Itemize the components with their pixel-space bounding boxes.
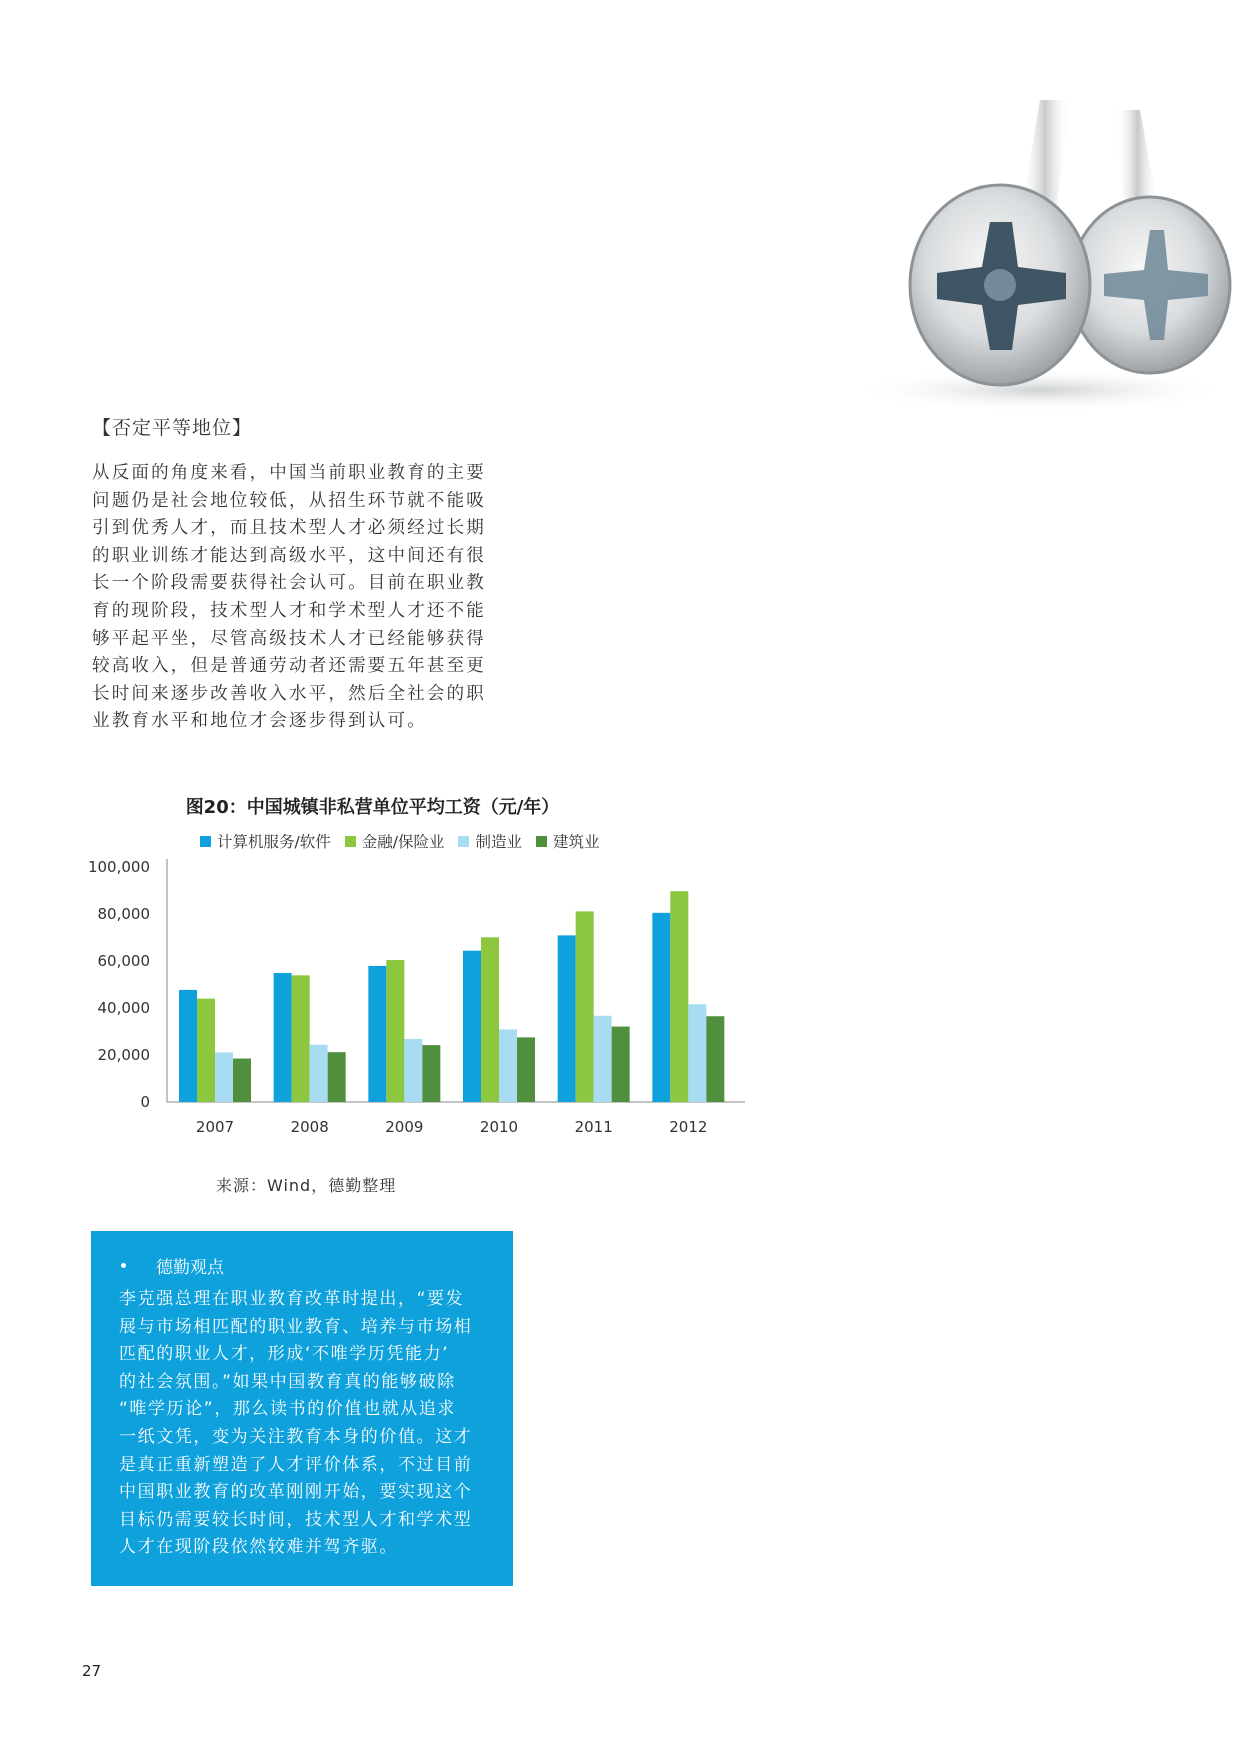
viewpoint-title: 德勤观点 xyxy=(156,1258,224,1278)
bullet-icon xyxy=(121,1263,126,1268)
x-tick-label: 2009 xyxy=(385,1118,424,1136)
legend-item xyxy=(200,830,331,852)
x-tick-label: 2007 xyxy=(195,1118,235,1136)
bar xyxy=(576,911,594,1102)
bar xyxy=(328,1052,346,1102)
bar xyxy=(368,966,386,1102)
bar xyxy=(233,1059,251,1102)
bar xyxy=(481,937,499,1102)
bar xyxy=(612,1027,630,1102)
x-tick-label: 2011 xyxy=(574,1118,613,1136)
page-number: 27 xyxy=(82,1662,102,1680)
y-tick-label: 80,000 xyxy=(97,905,150,923)
bar xyxy=(706,1016,724,1102)
deloitte-viewpoint-box xyxy=(91,1231,513,1586)
chart-source: 来源：Wind，德勤整理 xyxy=(216,1176,397,1195)
bar-chart xyxy=(60,855,760,1155)
section-heading: 【否定平等地位】 xyxy=(92,417,253,439)
bar xyxy=(463,951,481,1102)
bar xyxy=(670,891,688,1102)
bar xyxy=(310,1045,328,1102)
legend-item xyxy=(345,830,445,852)
bar xyxy=(422,1045,440,1102)
bar xyxy=(292,975,310,1102)
legend-swatch xyxy=(345,836,356,847)
bar xyxy=(652,913,670,1102)
legend-swatch xyxy=(458,836,469,847)
legend-label: 建筑业 xyxy=(552,833,600,851)
bar xyxy=(688,1004,706,1102)
bar xyxy=(594,1016,612,1102)
bar xyxy=(386,960,404,1102)
bar xyxy=(499,1029,517,1102)
bar xyxy=(215,1052,233,1102)
bar xyxy=(197,999,215,1102)
legend-swatch xyxy=(200,836,211,847)
legend-label: 计算机服务/软件 xyxy=(217,833,331,851)
y-tick-label: 20,000 xyxy=(97,1046,150,1064)
y-tick-label: 40,000 xyxy=(97,999,150,1017)
x-tick-label: 2012 xyxy=(669,1118,708,1136)
y-tick-label: 100,000 xyxy=(87,858,150,876)
legend-swatch xyxy=(536,836,547,847)
bar xyxy=(179,990,197,1102)
body-paragraph: 从反面的角度来看，中国当前职业教育的主要 问题仍是社会地位较低，从招生环节就不能吸 引到优秀人才，而且技术型人才必须经过长期 的职业训练才能达到高级水平，这中间还有很 长一个阶段需要获得社会认可。目前在职业教 育的现阶段，技术型人才和学术型人才还不能 够平起平坐，尽管高级技术人才已经能够获得 较高收入，但是普通劳动者还需要五年甚至更 长时间来逐步改善收入水平，然后全社会的职 业教育水平和地位才会逐步得到认可。 xyxy=(92,463,486,732)
legend-item xyxy=(458,830,522,852)
viewpoint-text: 李克强总理在职业教育改革时提出，“要发 展与市场相匹配的职业教育、培养与市场相 匹配的职业人才，形成‘不唯学历凭能力’ 的社会氛围。”如果中国教育真的能够破除 “唯学历论”，那么读书的价值也就从追求 一纸文凭，变为关注教育本身的价值。这才 是真正重新塑造了人才评价体系，不过目前 中国职业教育的改革刚刚开始，要实现这个 目标仍需要较长时间，技术型人才和学术型 人才在现阶段依然较难并驾齐驱。 xyxy=(119,1289,473,1558)
viewpoint-title-row xyxy=(119,1253,489,1278)
legend-item xyxy=(536,830,600,852)
y-tick-label: 0 xyxy=(140,1093,150,1111)
bar xyxy=(404,1039,422,1102)
chart-title: 图20：中国城镇非私营单位平均工资（元/年） xyxy=(185,797,560,818)
legend-label: 制造业 xyxy=(475,833,522,851)
screws-photo xyxy=(850,100,1240,420)
bar xyxy=(274,973,292,1102)
y-tick-label: 60,000 xyxy=(97,952,150,970)
bar xyxy=(558,935,576,1102)
chart-legend xyxy=(200,830,600,852)
bar xyxy=(517,1037,535,1102)
legend-label: 金融/保险业 xyxy=(361,833,445,851)
x-tick-label: 2008 xyxy=(290,1118,329,1136)
x-tick-label: 2010 xyxy=(479,1118,519,1136)
